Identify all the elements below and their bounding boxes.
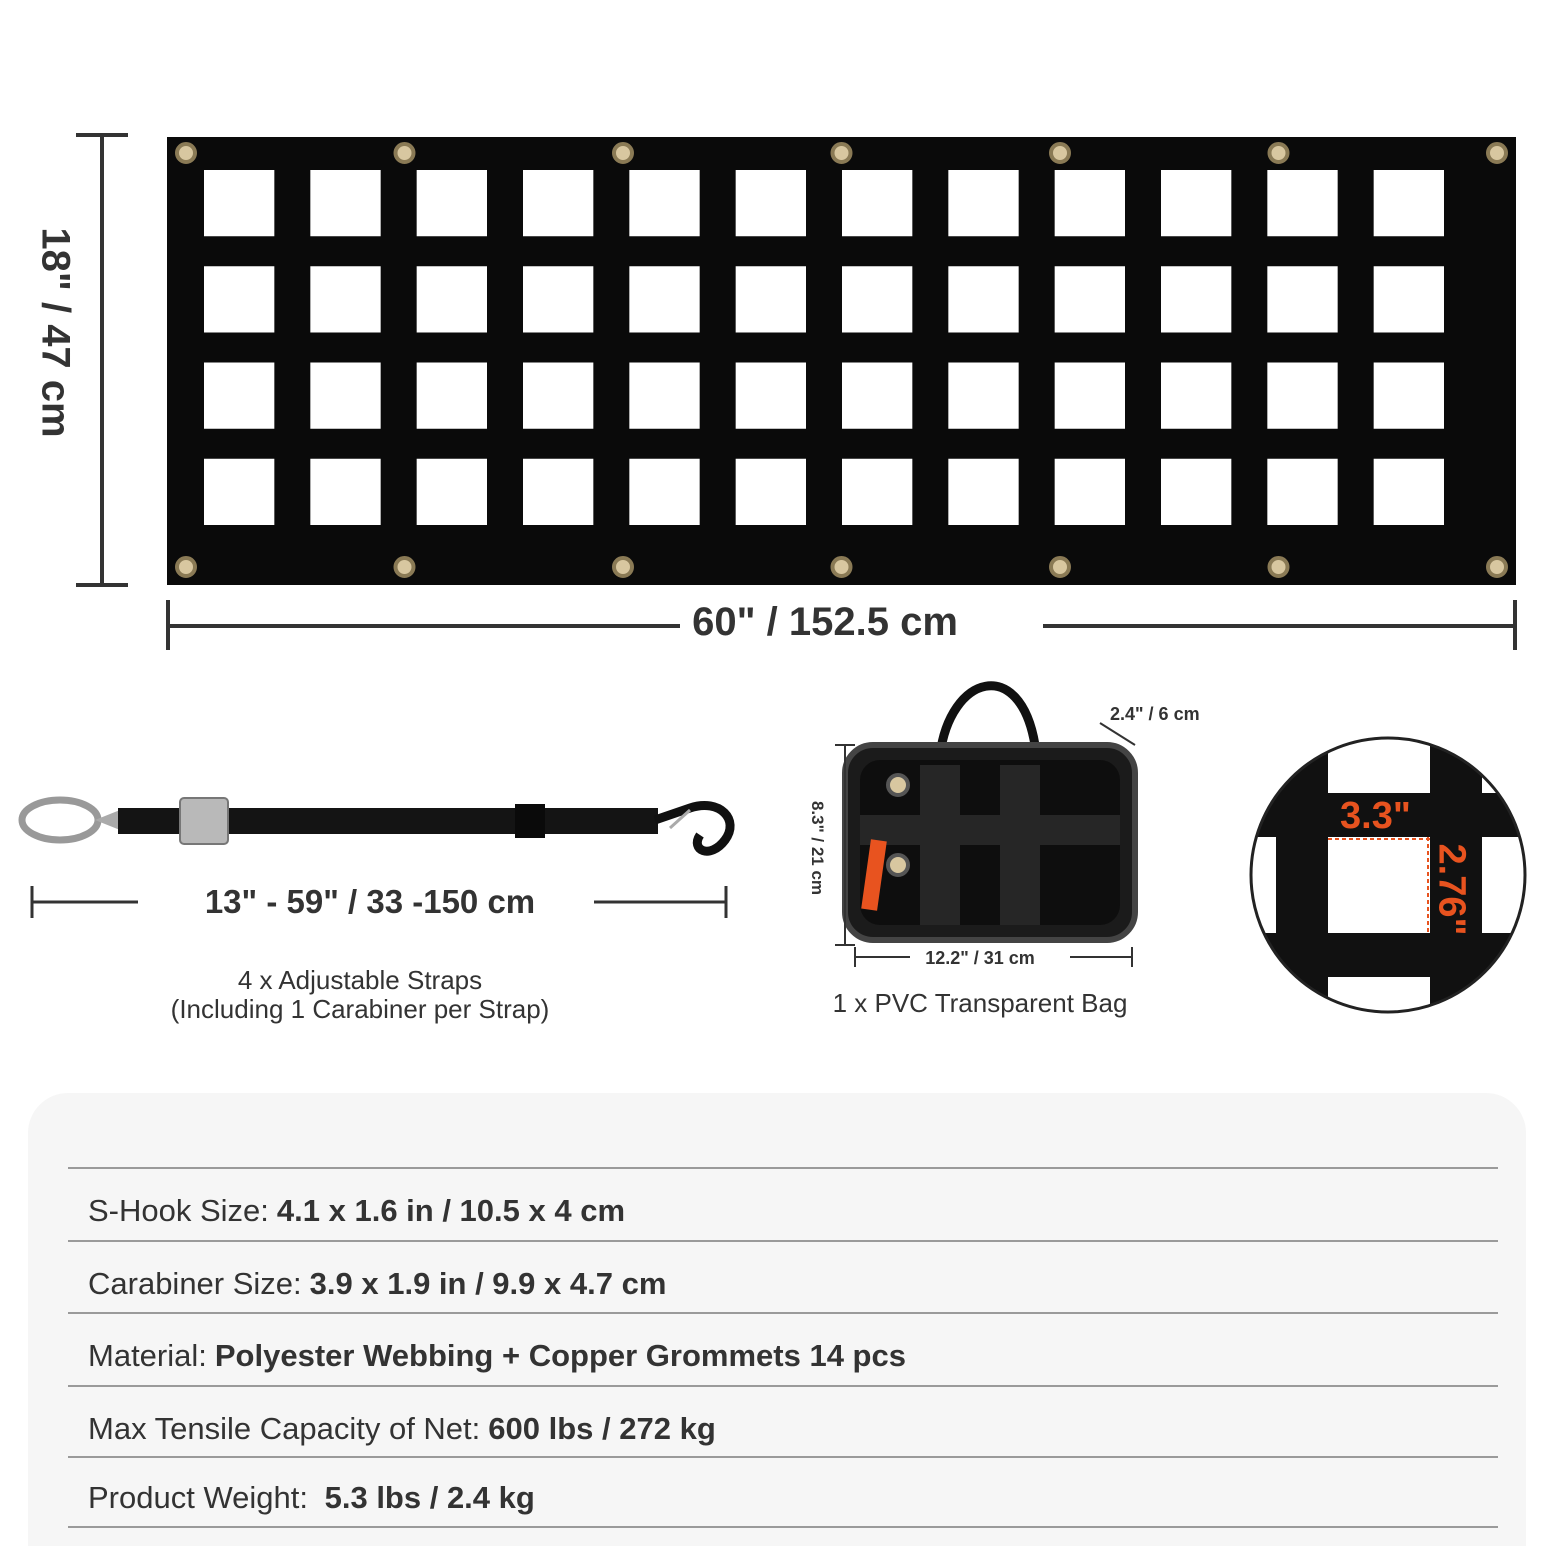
- grommet-icon: [614, 144, 632, 162]
- grommet-icon: [1051, 558, 1069, 576]
- net-mesh-opening: [1267, 266, 1337, 332]
- spec-row-weight: [68, 1456, 1498, 1528]
- strap-caption-line1: 4 x Adjustable Straps: [237, 965, 483, 995]
- net-mesh-opening: [736, 266, 806, 332]
- net-mesh-opening: [1267, 170, 1337, 236]
- net-mesh-opening: [1161, 170, 1231, 236]
- bag-caption: 1 x PVC Transparent Bag: [832, 988, 1128, 1018]
- net-mesh-opening: [310, 459, 380, 525]
- spec-row-carabiner: [68, 1240, 1498, 1312]
- net-mesh-opening: [842, 266, 912, 332]
- net-mesh-opening: [629, 459, 699, 525]
- spec-row-material: [68, 1312, 1498, 1384]
- net-mesh-opening: [1161, 363, 1231, 429]
- net-mesh-opening: [523, 363, 593, 429]
- grommet-icon: [396, 558, 414, 576]
- net-mesh-opening: [204, 459, 274, 525]
- net-mesh-opening: [310, 363, 380, 429]
- grommet-icon: [1270, 558, 1288, 576]
- net-mesh-opening: [1055, 266, 1125, 332]
- net-mesh-opening: [842, 459, 912, 525]
- net-mesh-opening: [1055, 363, 1125, 429]
- net-mesh-opening: [629, 170, 699, 236]
- net-mesh-opening: [523, 266, 593, 332]
- net-mesh-opening: [1055, 459, 1125, 525]
- net-mesh-opening: [948, 459, 1018, 525]
- net-mesh-opening: [417, 459, 487, 525]
- grommet-icon: [614, 558, 632, 576]
- bag-width-label: 12.2" / 31 cm: [925, 948, 1035, 968]
- net-mesh-opening: [1161, 459, 1231, 525]
- net-mesh-opening: [948, 170, 1018, 236]
- net-mesh-opening: [1267, 363, 1337, 429]
- mesh-detail-illustration: [1248, 735, 1530, 1017]
- net-mesh-opening: [1374, 459, 1444, 525]
- net-mesh-opening: [204, 266, 274, 332]
- spec-row-s-hook: [68, 1167, 1498, 1239]
- net-mesh-opening: [948, 266, 1018, 332]
- net-mesh-opening: [523, 170, 593, 236]
- net-height-label: 18" / 47 cm: [33, 227, 78, 438]
- s-hook-icon: [655, 806, 730, 852]
- net-mesh-opening: [736, 363, 806, 429]
- grommet-icon: [177, 144, 195, 162]
- grommet-icon: [833, 558, 851, 576]
- spec-value: Polyester Webbing + Copper Grommets 14 pcs: [214, 1338, 906, 1373]
- cargo-net-illustration: [0, 0, 1554, 660]
- net-mesh-opening: [1374, 266, 1444, 332]
- net-mesh-opening: [1374, 363, 1444, 429]
- grommet-icon: [1488, 558, 1506, 576]
- net-mesh-opening: [204, 363, 274, 429]
- strap-caption-line2: (Including 1 Carabiner per Strap): [170, 994, 550, 1024]
- net-mesh-opening: [948, 363, 1018, 429]
- grommet-icon: [1051, 144, 1069, 162]
- net-mesh-opening: [523, 459, 593, 525]
- spec-label: Material:: [88, 1338, 207, 1373]
- net-mesh-opening: [736, 170, 806, 236]
- bag-depth-label: 2.4" / 6 cm: [1110, 704, 1200, 724]
- mesh-width-label: 3.3": [1340, 795, 1411, 837]
- net-mesh-opening: [1161, 266, 1231, 332]
- net-mesh-opening: [842, 363, 912, 429]
- spec-label: S-Hook Size:: [88, 1193, 269, 1228]
- net-mesh-opening: [204, 170, 274, 236]
- carabiner-icon: [22, 800, 120, 840]
- net-mesh-opening: [629, 363, 699, 429]
- spec-label: Product Weight:: [88, 1480, 317, 1515]
- grommet-icon: [1488, 144, 1506, 162]
- spec-value: 3.9 x 1.9 in / 9.9 x 4.7 cm: [309, 1266, 667, 1301]
- spec-value: 4.1 x 1.6 in / 10.5 x 4 cm: [276, 1193, 626, 1228]
- net-mesh-opening: [1374, 170, 1444, 236]
- cargo-net: [167, 137, 1516, 585]
- spec-value: 5.3 lbs / 2.4 kg: [324, 1480, 535, 1515]
- spec-label: Carabiner Size:: [88, 1266, 302, 1301]
- net-mesh-opening: [842, 170, 912, 236]
- net-mesh-opening: [310, 266, 380, 332]
- spec-label: Max Tensile Capacity of Net:: [88, 1411, 481, 1446]
- grommet-icon: [177, 558, 195, 576]
- net-mesh-opening: [417, 170, 487, 236]
- net-mesh-opening: [629, 266, 699, 332]
- net-mesh-opening: [417, 266, 487, 332]
- bag-height-label: 8.3" / 21 cm: [808, 800, 827, 896]
- net-mesh-opening: [736, 459, 806, 525]
- net-mesh-opening: [310, 170, 380, 236]
- grommet-icon: [1270, 144, 1288, 162]
- net-mesh-opening: [1267, 459, 1337, 525]
- grommet-icon: [833, 144, 851, 162]
- grommet-icon: [396, 144, 414, 162]
- spec-row-tensile-capacity: [68, 1385, 1498, 1457]
- strap-length-label: 13" - 59" / 33 -150 cm: [204, 883, 536, 920]
- spec-value: 600 lbs / 272 kg: [488, 1411, 716, 1446]
- net-width-label: 60" / 152.5 cm: [692, 600, 958, 644]
- net-mesh-opening: [1055, 170, 1125, 236]
- mesh-height-label: 2.76": [1430, 843, 1473, 936]
- net-mesh-opening: [417, 363, 487, 429]
- ratchet-buckle-icon: [180, 798, 228, 844]
